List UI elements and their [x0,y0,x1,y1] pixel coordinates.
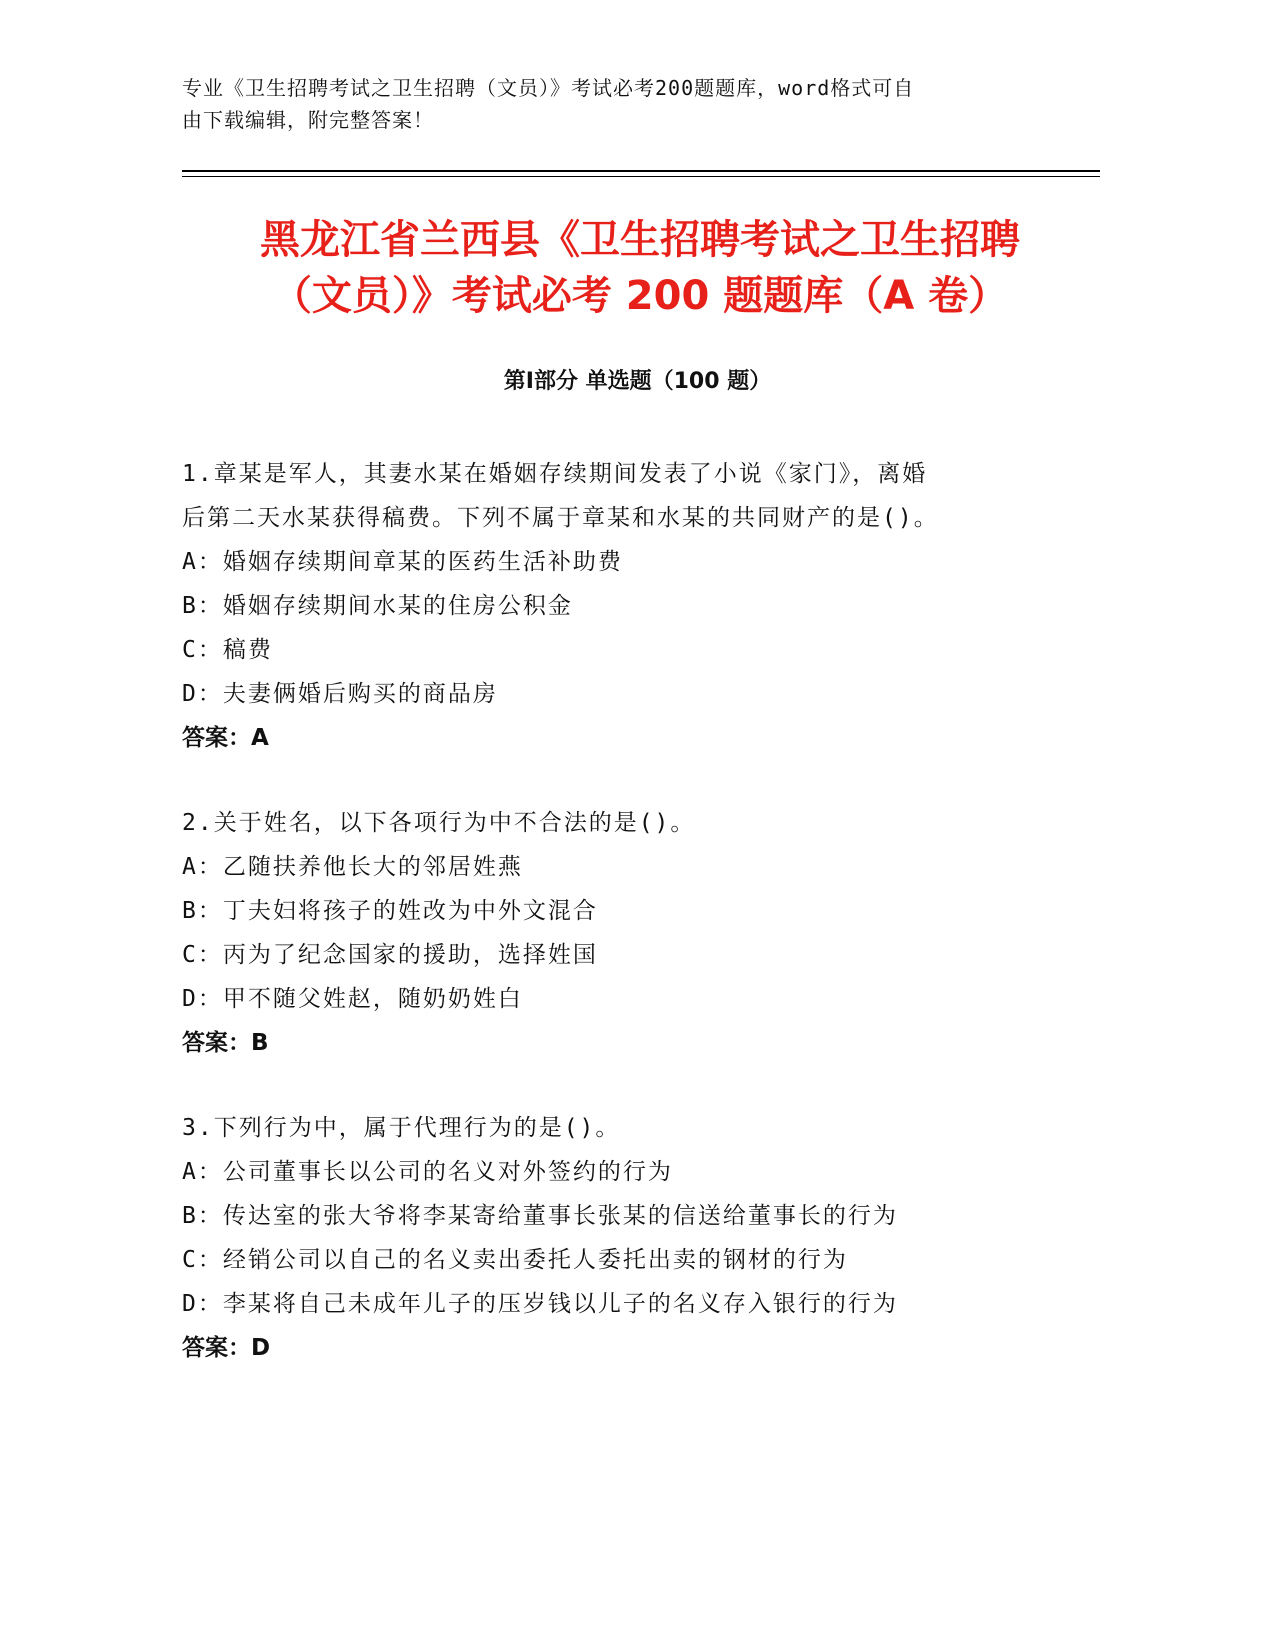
question-stem: 2.关于姓名，以下各项行为中不合法的是()。 [182,810,696,836]
question-stem: 1.章某是军人，其妻水某在婚姻存续期间发表了小说《家门》，离婚 [182,461,928,487]
section-title: 第Ⅰ部分 单选题（100 题） [503,369,772,394]
option-c: C：稿费 [182,637,273,663]
header-note-line: 由下载编辑，附完整答案！ [182,108,434,132]
answer-label: 答案：D [182,1335,271,1361]
question-list [182,452,1082,1411]
option-d: D：夫妻俩婚后购买的商品房 [182,681,498,707]
answer-label: 答案：A [182,725,269,751]
option-c: C：经销公司以自己的名义卖出委托人委托出卖的钢材的行为 [182,1247,848,1273]
question-stem: 3.下列行为中，属于代理行为的是()。 [182,1115,621,1141]
answer-label: 答案：B [182,1030,269,1056]
question-item [182,452,1082,760]
option-a: A：乙随扶养他长大的邻居姓燕 [182,854,523,880]
option-b: B：婚姻存续期间水某的住房公积金 [182,593,573,619]
option-a: A：公司董事长以公司的名义对外签约的行为 [182,1159,673,1185]
option-d: D：李某将自己未成年儿子的压岁钱以儿子的名义存入银行的行为 [182,1291,898,1317]
option-b: B：传达室的张大爷将李某寄给董事长张某的信送给董事长的行为 [182,1203,898,1229]
option-d: D：甲不随父姓赵，随奶奶姓白 [182,986,523,1012]
option-b: B：丁夫妇将孩子的姓改为中外文混合 [182,898,598,924]
header-divider-thin [182,176,1100,177]
question-stem: 后第二天水某获得稿费。下列不属于章某和水某的共同财产的是()。 [182,505,939,531]
header-note [182,72,1042,136]
title-line: 黑龙江省兰西县《卫生招聘考试之卫生招聘 [260,217,1020,263]
header-note-line: 专业《卫生招聘考试之卫生招聘（文员）》考试必考200题题库，word格式可自 [182,76,915,100]
header-divider [182,170,1100,172]
title-line: （文员）》考试必考 200 题题库（A 卷） [271,273,1009,319]
question-item [182,801,1082,1065]
question-item [182,1106,1082,1370]
document-title [140,212,1140,324]
option-a: A：婚姻存续期间章某的医药生活补助费 [182,549,623,575]
option-c: C：丙为了纪念国家的援助，选择姓国 [182,942,598,968]
